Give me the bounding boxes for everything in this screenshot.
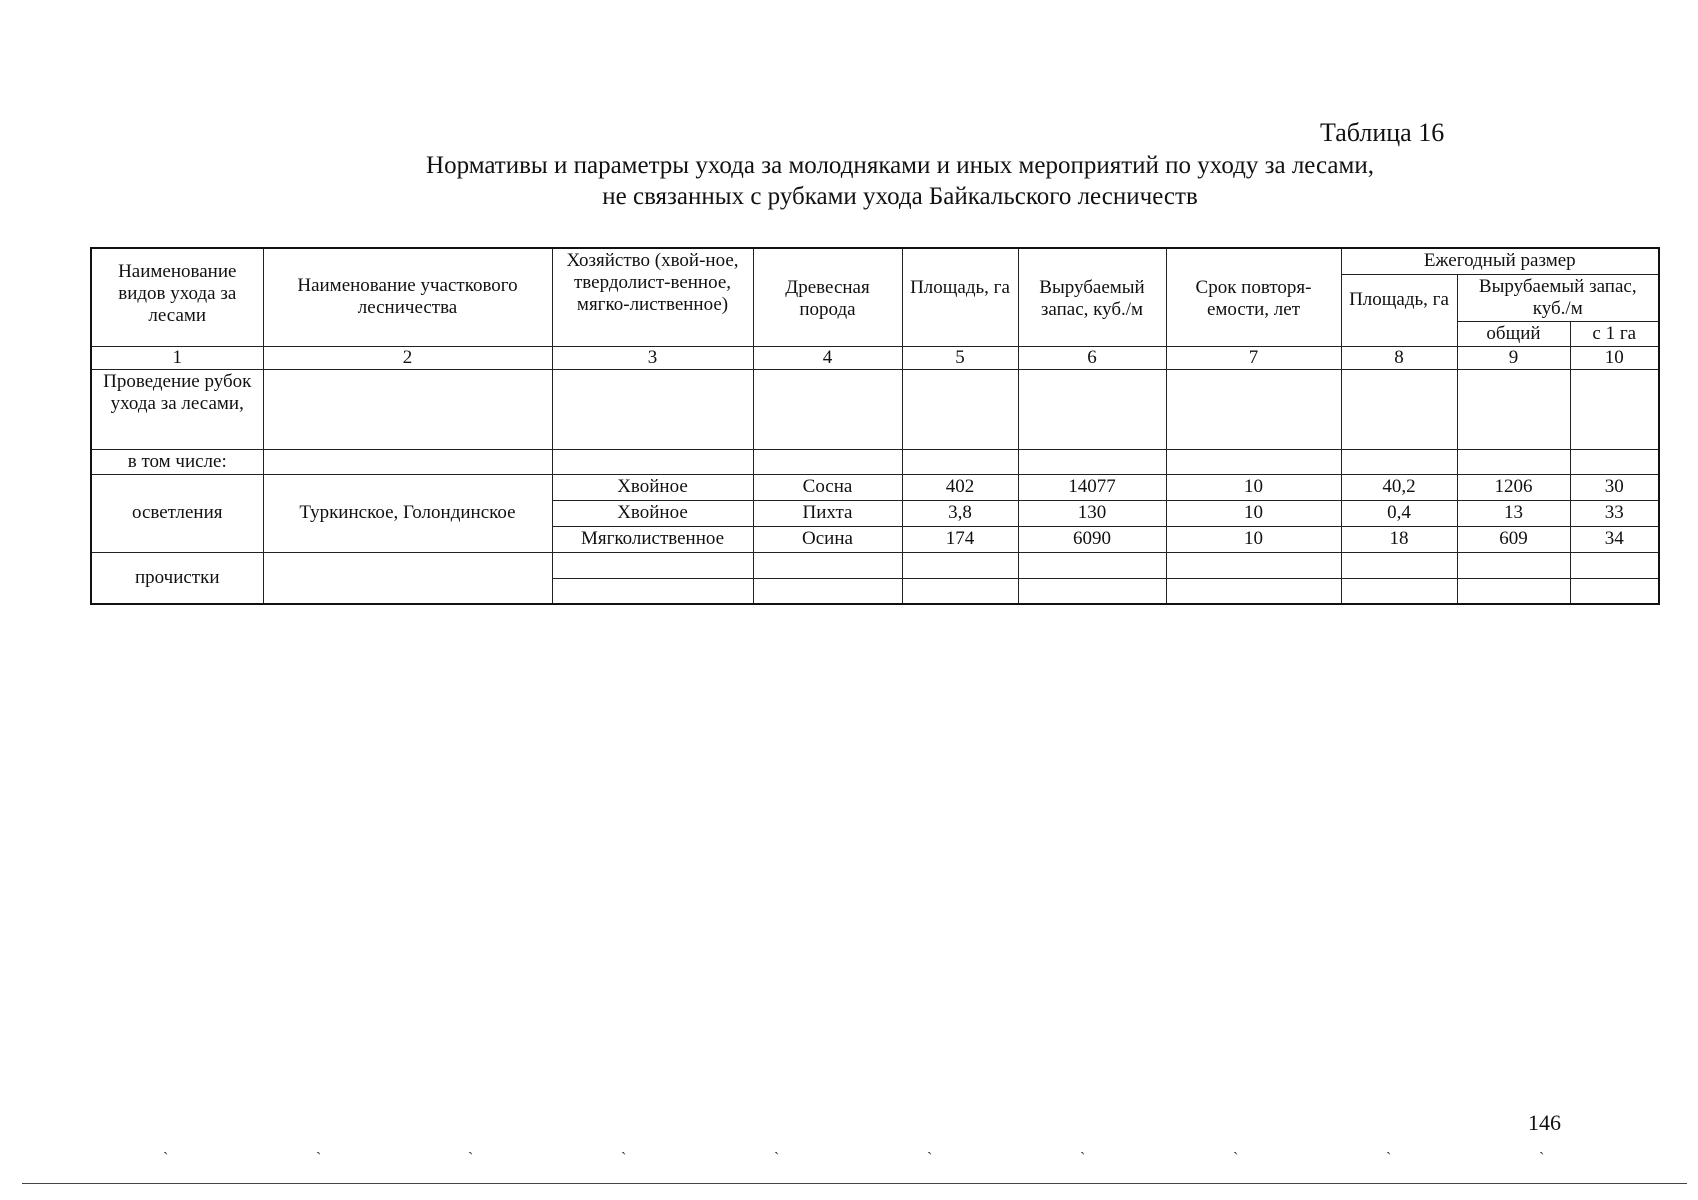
annual-area-cell: 18	[1341, 526, 1457, 552]
column-number: 5	[902, 346, 1018, 369]
scan-mark: ˏ	[774, 1138, 780, 1155]
period-cell: 10	[1166, 474, 1341, 500]
header-stock: Вырубаемый запас, куб./м	[1018, 248, 1166, 346]
scan-mark: ˏ	[316, 1138, 322, 1155]
species-cell: Пихта	[753, 500, 902, 526]
stock-cell: 130	[1018, 500, 1166, 526]
table-row	[91, 552, 1659, 578]
area-cell: 402	[902, 474, 1018, 500]
farm-cell: Хвойное	[552, 500, 753, 526]
header-period: Срок повторя-емости, лет	[1166, 248, 1341, 346]
column-number: 2	[263, 346, 552, 369]
header-annual-size: Ежегодный размер	[1341, 248, 1659, 274]
period-cell: 10	[1166, 526, 1341, 552]
scan-mark: ˏ	[927, 1138, 933, 1155]
column-number-row	[91, 346, 1659, 369]
bottom-rule	[22, 1183, 1687, 1184]
table-row	[91, 369, 1659, 449]
column-number: 10	[1570, 346, 1659, 369]
header-annual-total: общий	[1457, 321, 1570, 346]
column-number: 6	[1018, 346, 1166, 369]
scan-mark: ˏ	[163, 1138, 169, 1155]
page-number: 146	[1528, 1110, 1561, 1135]
annual-per-ha-cell: 34	[1570, 526, 1659, 552]
including-cell: в том числе:	[91, 449, 263, 474]
scan-mark: ˏ	[468, 1138, 474, 1155]
scan-mark: ˏ	[1233, 1138, 1239, 1155]
column-number: 4	[753, 346, 902, 369]
period-cell: 10	[1166, 500, 1341, 526]
stock-cell: 6090	[1018, 526, 1166, 552]
care-type-prochistki: прочистки	[91, 552, 263, 604]
header-species: Древесная порода	[753, 248, 902, 346]
group-title-cell: Проведение рубок ухода за лесами,	[91, 369, 263, 449]
table-label: Таблица 16	[1320, 118, 1445, 147]
scan-mark: ˏ	[621, 1138, 627, 1155]
header-annual-area: Площадь, га	[1341, 274, 1457, 346]
scan-mark: ˏ	[1080, 1138, 1086, 1155]
area-cell: 174	[902, 526, 1018, 552]
forestry-name: Туркинское, Голондинское	[263, 474, 552, 552]
annual-total-cell: 609	[1457, 526, 1570, 552]
care-type-osvetleniya: осветления	[91, 474, 263, 552]
annual-area-cell: 0,4	[1341, 500, 1457, 526]
scan-mark: ˏ	[1539, 1138, 1545, 1155]
stock-cell: 14077	[1018, 474, 1166, 500]
column-number: 1	[91, 346, 263, 369]
area-cell: 3,8	[902, 500, 1018, 526]
header-area: Площадь, га	[902, 248, 1018, 346]
column-number: 9	[1457, 346, 1570, 369]
annual-per-ha-cell: 33	[1570, 500, 1659, 526]
annual-per-ha-cell: 30	[1570, 474, 1659, 500]
header-farm-type: Хозяйство (хвой-ное, твердолист-венное, мягко-лиственное)	[552, 248, 753, 346]
column-number: 3	[552, 346, 753, 369]
forest-care-table	[90, 247, 1660, 605]
table-row	[91, 449, 1659, 474]
annual-total-cell: 13	[1457, 500, 1570, 526]
column-number: 7	[1166, 346, 1341, 369]
annual-total-cell: 1206	[1457, 474, 1570, 500]
farm-cell: Мягколиственное	[552, 526, 753, 552]
header-care-type: Наименование видов ухода за лесами	[91, 248, 263, 346]
annual-area-cell: 40,2	[1341, 474, 1457, 500]
table-title	[280, 150, 1520, 212]
table-row	[91, 474, 1659, 500]
header-forestry: Наименование участкового лесничества	[263, 248, 552, 346]
column-number: 8	[1341, 346, 1457, 369]
title-line-1: Нормативы и параметры ухода за молодняками и иных мероприятий по уходу за лесами,	[426, 152, 1374, 179]
title-line-2: не связанных с рубками ухода Байкальского лесничеств	[602, 183, 1198, 210]
scan-mark: ˏ	[1386, 1138, 1392, 1155]
farm-cell: Хвойное	[552, 474, 753, 500]
header-annual-per-ha: с 1 га	[1570, 321, 1659, 346]
species-cell: Сосна	[753, 474, 902, 500]
species-cell: Осина	[753, 526, 902, 552]
header-annual-stock: Вырубаемый запас, куб./м	[1457, 274, 1659, 321]
